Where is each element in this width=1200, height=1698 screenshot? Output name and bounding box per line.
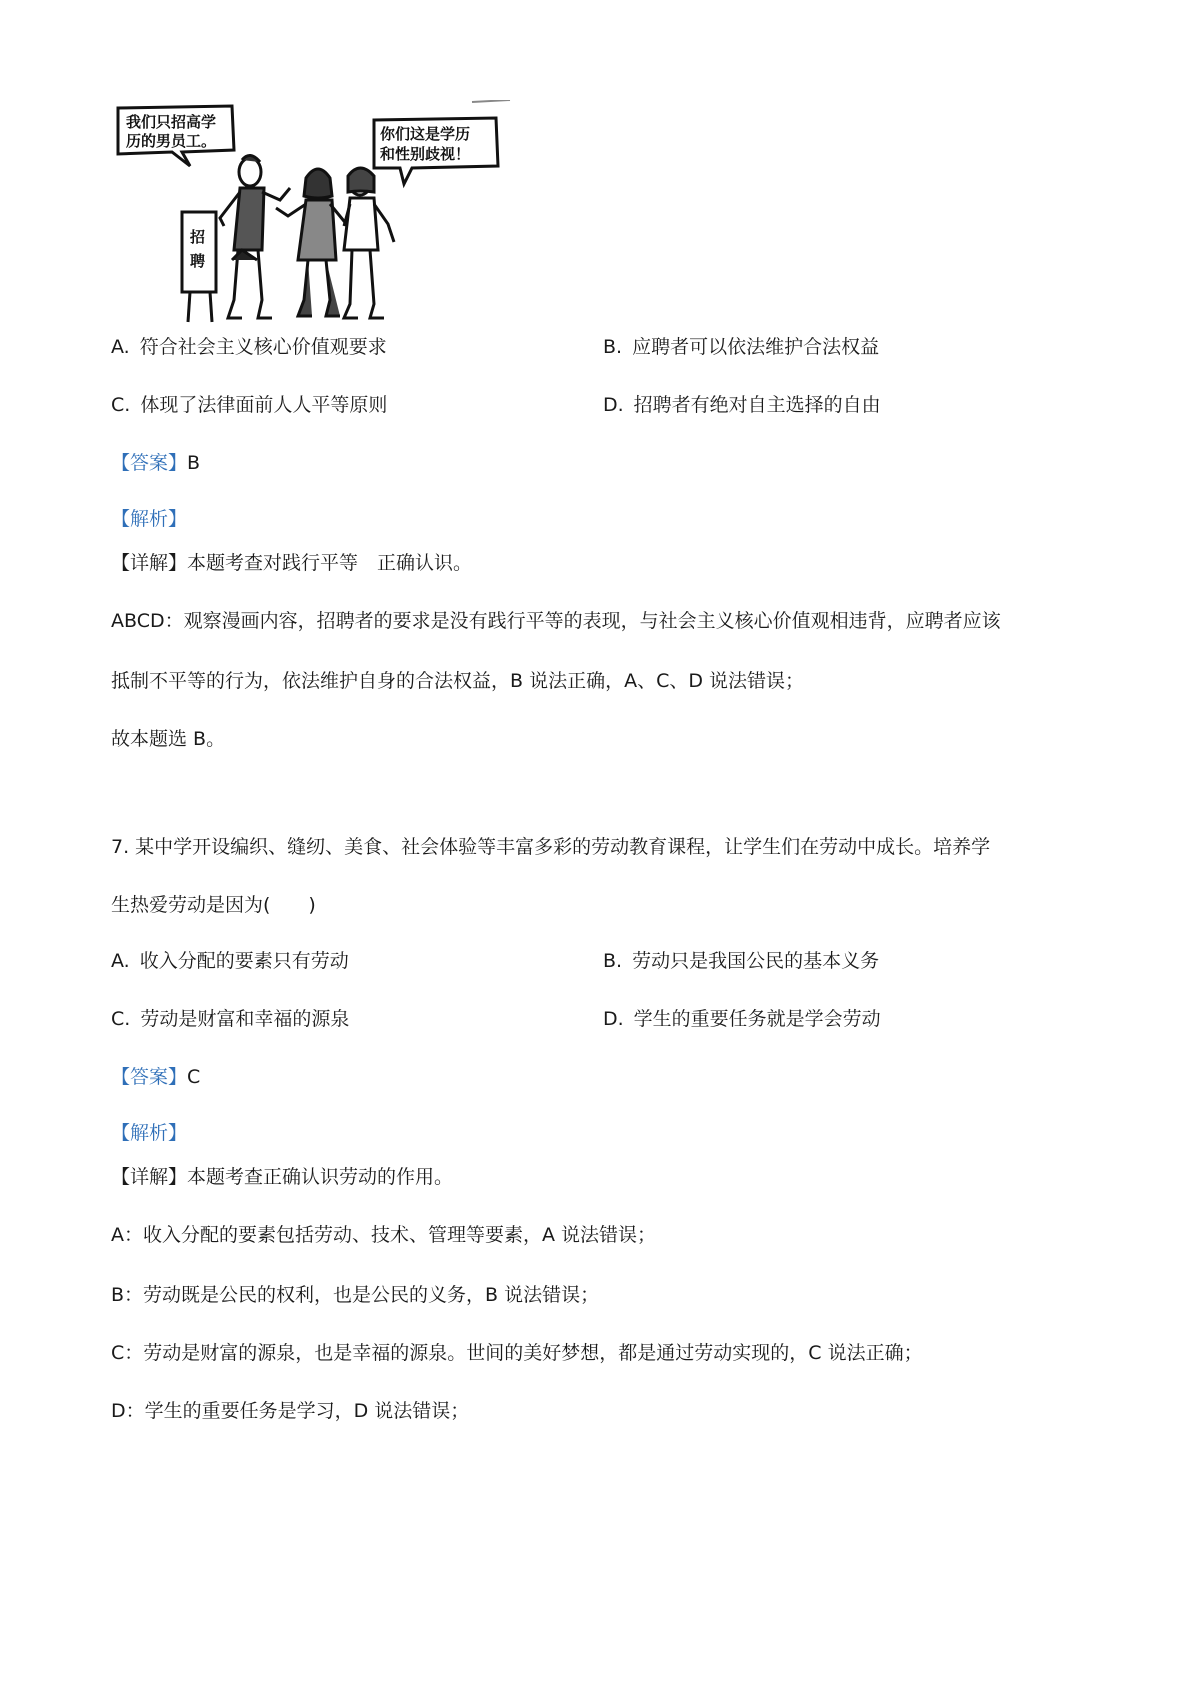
option-letter: D.	[603, 394, 624, 416]
q7-option-a	[111, 948, 349, 974]
q7-explanation-c: C：劳动是财富的源泉，也是幸福的源泉。世间的美好梦想，都是通过劳动实现的，C 说法正确；	[111, 1342, 923, 1364]
option-text: 应聘者可以依法维护合法权益	[632, 336, 880, 358]
q7-option-b	[603, 948, 879, 974]
recruiter-figure	[220, 155, 290, 318]
option-letter: C.	[111, 394, 131, 416]
option-text: 劳动只是我国公民的基本义务	[632, 950, 880, 972]
option-text: 劳动是财富和幸福的源泉	[140, 1008, 350, 1030]
option-letter: A.	[111, 336, 130, 358]
q7-answer	[111, 1064, 200, 1090]
answer-value: C	[187, 1066, 201, 1088]
bubble-right-line2: 和性别歧视！	[380, 145, 471, 163]
q6-analysis-tag: 【解析】	[111, 508, 188, 530]
q6-option-d	[603, 392, 881, 418]
recruitment-sign	[182, 212, 216, 322]
sign-char-2: 聘	[190, 252, 206, 270]
q6-detail: 【详解】本题考查对践行平等 正确认识。	[111, 552, 473, 574]
q7-analysis-tag: 【解析】	[111, 1122, 188, 1144]
bubble-left-line2: 历的男员工。	[126, 132, 217, 150]
q6-conclusion: 故本题选 B。	[111, 728, 226, 750]
q6-paragraph-2: 抵制不平等的行为，依法维护自身的合法权益，B 说法正确，A、C、D 说法错误；	[111, 670, 805, 692]
sign-char-1: 招	[190, 228, 206, 246]
option-letter: B.	[603, 336, 623, 358]
bubble-right-line1: 你们这是学历	[380, 125, 471, 143]
cartoon-illustration	[112, 100, 564, 332]
option-letter: C.	[111, 1008, 131, 1030]
cartoon-drawing	[112, 100, 564, 332]
q6-option-b	[603, 334, 879, 360]
answer-value: B	[187, 452, 201, 474]
q7-stem-line-1: 7. 某中学开设编织、缝纫、美食、社会体验等丰富多彩的劳动教育课程，让学生们在劳动中成长。培养学	[111, 836, 991, 858]
q6-answer	[111, 450, 200, 476]
option-text: 学生的重要任务就是学会劳动	[633, 1008, 881, 1030]
answer-tag: 【答案】	[111, 1066, 188, 1088]
q7-option-c	[111, 1006, 349, 1032]
q7-option-d	[603, 1006, 881, 1032]
option-letter: D.	[603, 1008, 624, 1030]
option-letter: A.	[111, 950, 130, 972]
q6-option-a	[111, 334, 387, 360]
bubble-left-line1: 我们只招高学	[126, 113, 217, 131]
option-text: 收入分配的要素只有劳动	[139, 950, 349, 972]
q7-detail: 【详解】本题考查正确认识劳动的作用。	[111, 1166, 454, 1188]
scan-mark	[472, 100, 510, 102]
q7-explanation-b: B：劳动既是公民的权利，也是公民的义务，B 说法错误；	[111, 1284, 600, 1306]
q7-stem-line-2: 生热爱劳动是因为( )	[111, 894, 316, 916]
answer-tag: 【答案】	[111, 452, 188, 474]
applicant-figure-2	[344, 168, 394, 318]
option-text: 招聘者有绝对自主选择的自由	[633, 394, 881, 416]
q6-option-c	[111, 392, 387, 418]
option-letter: B.	[603, 950, 623, 972]
q7-explanation-a: A：收入分配的要素包括劳动、技术、管理等要素，A 说法错误；	[111, 1224, 657, 1246]
q7-explanation-d: D：学生的重要任务是学习，D 说法错误；	[111, 1400, 470, 1422]
q6-paragraph-1: ABCD：观察漫画内容，招聘者的要求是没有践行平等的表现，与社会主义核心价值观相违背，应聘者应该	[111, 610, 1001, 632]
option-text: 体现了法律面前人人平等原则	[140, 394, 388, 416]
option-text: 符合社会主义核心价值观要求	[139, 336, 387, 358]
